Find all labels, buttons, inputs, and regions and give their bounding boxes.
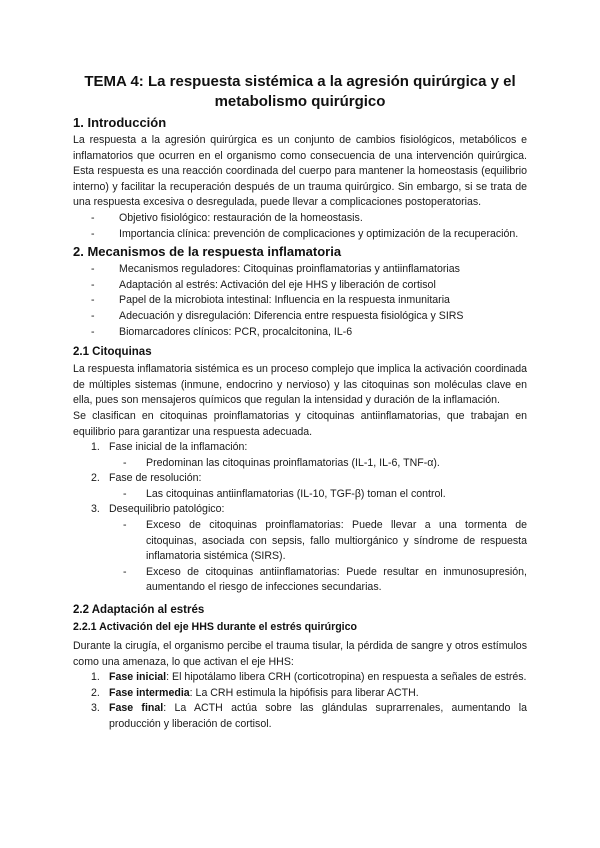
hhs-paragraph: Durante la cirugía, el organismo percibe el trauma tisular, la pérdida de sangre y otros estímulos como una amenaza, lo que activan el eje HHS: <box>73 640 527 668</box>
phase-label: Fase inicial de la inflamación: <box>109 441 248 454</box>
list-item: - Biomarcadores clínicos: PCR, procalcitonina, IL-6 <box>73 325 527 341</box>
step-item <box>73 670 527 686</box>
item-number: 1. <box>91 441 100 454</box>
list-item: - Adaptación al estrés: Activación del eje HHS y liberación de cortisol <box>73 278 527 294</box>
item-number: 2. <box>91 686 100 699</box>
item-number: 3. <box>91 503 100 516</box>
item-number: 1. <box>91 671 100 684</box>
list-item: - Adecuación y disregulación: Diferencia entre respuesta fisiológica y SIRS <box>73 309 527 325</box>
list-item: - Importancia clínica: prevención de complicaciones y optimización de la recuperación. <box>73 227 527 243</box>
phase-label: Desequilibrio patológico: <box>109 503 225 516</box>
phase-item <box>73 440 527 456</box>
intro-bullets <box>73 211 527 242</box>
list-item: - Papel de la microbiota intestinal: Influencia en la respuesta inmunitaria <box>73 293 527 309</box>
mecanismos-bullets <box>73 262 527 340</box>
list-item: - Exceso de citoquinas proinflamatorias: Puede llevar a una tormenta de citoquinas, asociada con sepsis, fallo multiorgánico y síndrome de respuesta inflamatoria sistémica (SIRS). <box>73 518 527 565</box>
list-item: - Objetivo fisiológico: restauración de la homeostasis. <box>73 211 527 227</box>
phase-item <box>73 471 527 487</box>
hhs-steps <box>73 670 527 732</box>
phases-list <box>73 440 527 596</box>
step-label: Fase inicial <box>109 671 167 684</box>
intro-paragraph: La respuesta a la agresión quirúrgica es un conjunto de cambios fisiológicos, metabólicos e inflamatorios que ocurren en el organismo como consecuencia de una intervención quirúrgica. Esta respuesta es una reacción coordinada del cuerpo para mantener la homeostasis (equilibrio interno) y facilitar la recuperación después de un trauma quirúrgico. Sin embargo, si se trata de una respuesta excesiva o desregulada, puede llevar a complicaciones postoperatorias. <box>73 134 527 209</box>
section-heading-introduccion: 1. Introducción <box>73 115 167 130</box>
step-label: Fase intermedia <box>109 686 190 699</box>
section-heading-mecanismos: 2. Mecanismos de la respuesta inflamatoria <box>73 244 342 260</box>
section-heading-citoquinas: 2.1 Citoquinas <box>73 346 152 359</box>
page-title: TEMA 4: La respuesta sistémica a la agresión quirúrgica y el metabolismo quirúrgico <box>84 73 516 110</box>
step-text: : La CRH estimula la hipófisis para liberar ACTH. <box>189 686 419 699</box>
step-item <box>73 701 527 732</box>
step-item <box>73 686 527 702</box>
list-item: - Mecanismos reguladores: Citoquinas proinflamatorias y antiinflamatorias <box>73 262 527 278</box>
item-number: 2. <box>91 472 100 485</box>
list-item: - Exceso de citoquinas antiinflamatorias: Puede resultar en inmunosupresión, aumentando el riesgo de infecciones secundarias. <box>73 565 527 596</box>
list-item: - Las citoquinas antiinflamatorias (IL-10, TGF-β) toman el control. <box>73 487 527 503</box>
phase-label: Fase de resolución: <box>109 472 202 485</box>
item-number: 3. <box>91 702 100 715</box>
citoquinas-paragraph-2: Se clasifican en citoquinas proinflamatorias y citoquinas antiinflamatorias, que trabajan en equilibrio para garantizar una respuesta adecuada. <box>73 409 527 438</box>
step-label: Fase final <box>109 702 164 715</box>
phase-item <box>73 502 527 518</box>
step-text: : El hipotálamo libera CRH (corticotropina) en respuesta a señales de estrés. <box>166 671 527 684</box>
list-item: - Predominan las citoquinas proinflamatorias (IL-1, IL-6, TNF-α). <box>73 456 527 472</box>
section-heading-adaptacion: 2.2 Adaptación al estrés <box>73 604 205 617</box>
subsection-heading-eje-hhs: 2.2.1 Activación del eje HHS durante el estrés quirúrgico <box>73 621 357 634</box>
step-text: : La ACTH actúa sobre las glándulas suprarrenales, aumentando la producción y liberación de cortisol. <box>109 702 527 730</box>
document-page <box>73 72 527 733</box>
citoquinas-paragraph: La respuesta inflamatoria sistémica es un proceso complejo que implica la activación coordinada de múltiples sistemas (inmune, endocrino y nervioso) y las citoquinas son moléculas clave en ella, pues son mensajeros químicos que regulan la intensidad y duración de la inflamación. <box>73 363 528 407</box>
